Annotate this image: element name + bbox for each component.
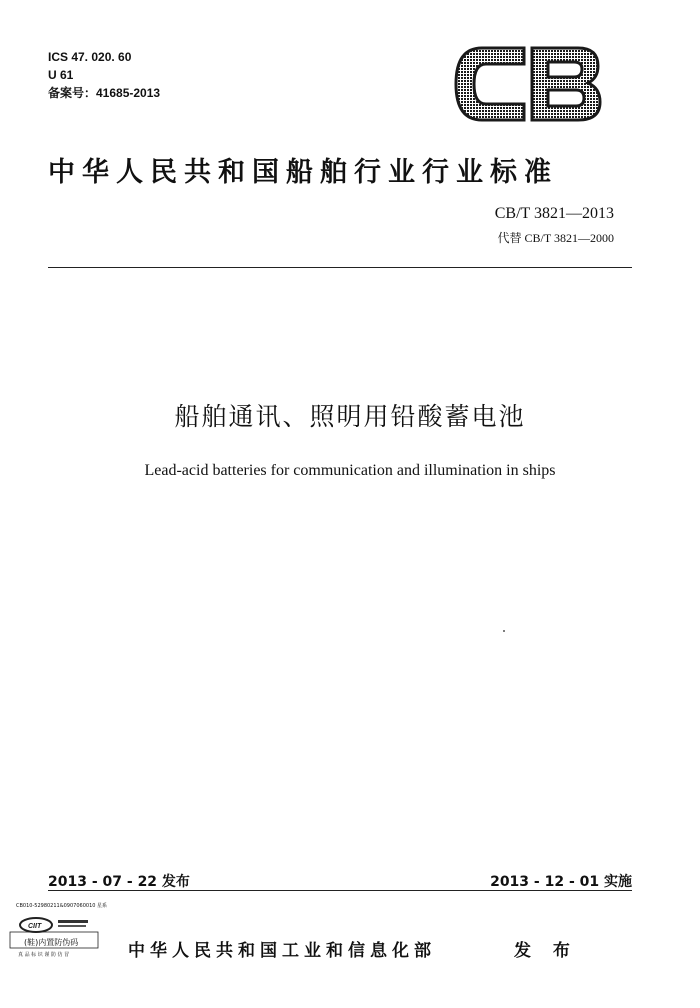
bottom-divider bbox=[48, 890, 632, 891]
stamp-code: CB010-52980211&0907060010 星系 bbox=[16, 903, 108, 909]
svg-text:CIIT: CIIT bbox=[28, 923, 42, 930]
stamp-foot: 真 品 标 识 谨 防 仿 冒 bbox=[18, 952, 70, 958]
cb-logo-icon bbox=[452, 44, 602, 124]
scan-speck bbox=[503, 630, 505, 632]
document-title-en: Lead-acid batteries for communication and illumination in ships bbox=[144, 462, 556, 479]
document-title-cn: 船舶通讯、照明用铅酸蓄电池 bbox=[174, 402, 526, 431]
stamp-label: (鞋)内置防伪码 bbox=[24, 938, 79, 947]
standard-number: CB/T 3821—2013 bbox=[494, 205, 614, 222]
header-meta bbox=[48, 48, 160, 102]
publish-word: 发 布 bbox=[514, 941, 578, 961]
publish-date: 2013 - 07 - 22 发布 bbox=[48, 874, 190, 890]
top-divider bbox=[48, 267, 632, 268]
industry-standard-title: 中华人民共和国船舶行业行业标准 bbox=[48, 157, 558, 188]
record-number: 备案号：41685-2013 bbox=[48, 86, 161, 100]
publisher-name: 中华人民共和国工业和信息化部 bbox=[128, 941, 436, 961]
ics-code: ICS 47. 020. 60 bbox=[48, 50, 132, 64]
implement-date: 2013 - 12 - 01 实施 bbox=[490, 874, 632, 890]
replaces-standard: 代替 CB/T 3821—2000 bbox=[497, 231, 614, 245]
classification-code: U 61 bbox=[48, 68, 74, 82]
